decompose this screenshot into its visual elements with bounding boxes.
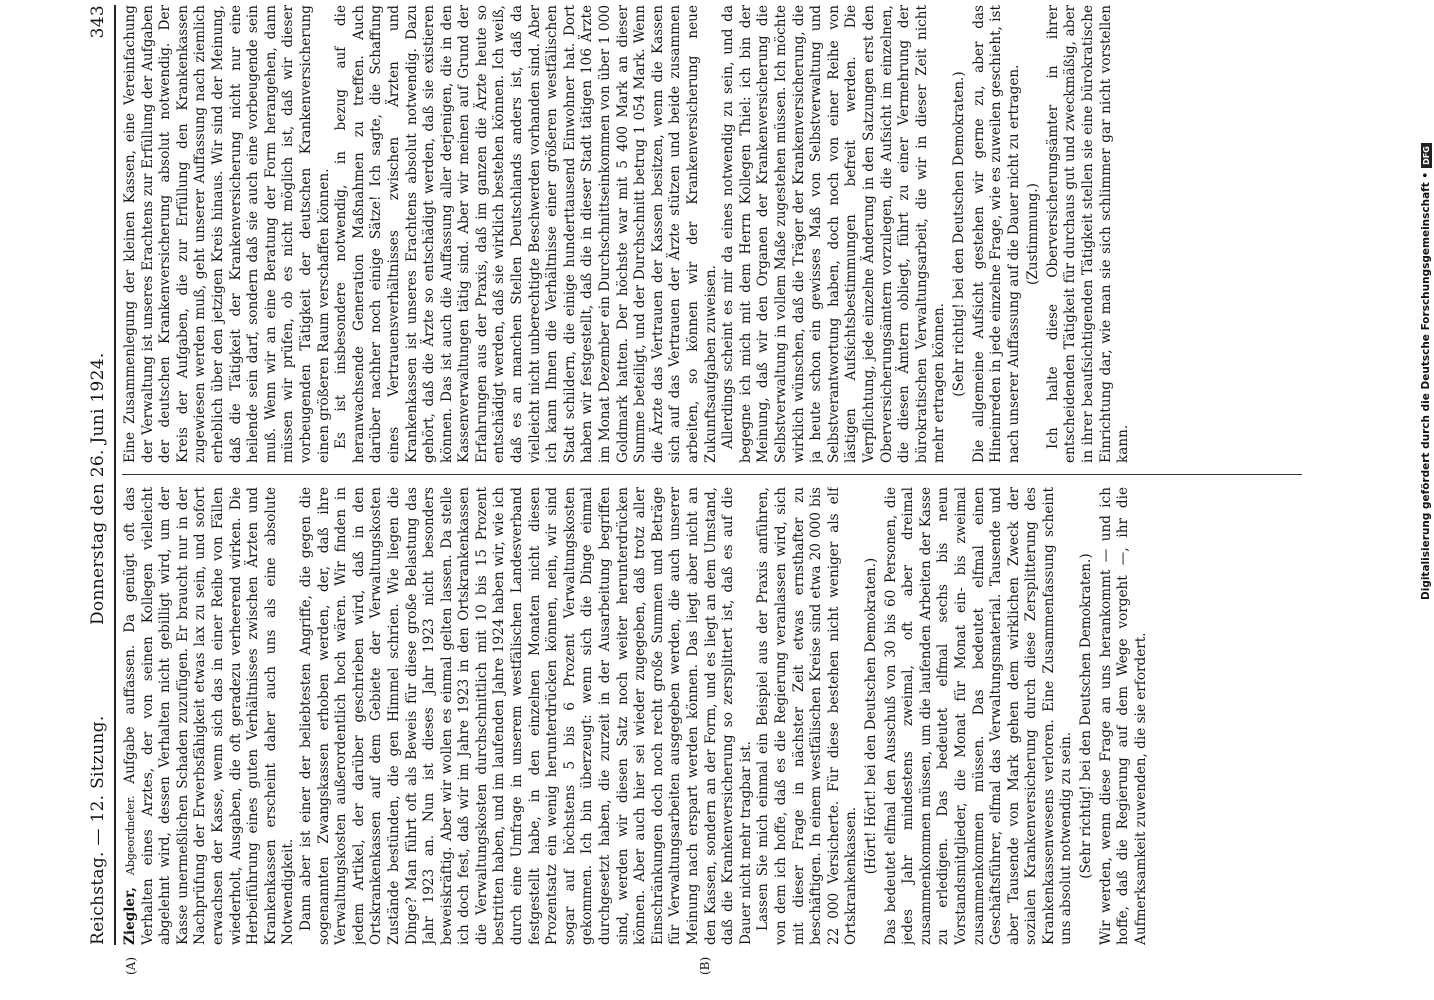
sidebar-credit-text: Digitalisierung gefördert durch die Deutsche Forschungsgemeinschaft • (1420, 171, 1432, 600)
speaker-role: Abgeordneter. (124, 795, 137, 876)
left-paragraph-4: Das bedeutet elfmal den Ausschuß von 30 bis 60 Personen, die jedes Jahr mindestens zweimal, oft aber dreimal zusammenkommen müssen, um die laufenden Arbeiten der Kasse zu erledigen. Das bedeutet elfmal sechs bis neun Vorstandsmitglieder, die Monat für Monat ein- bis zweimal zusammenkommen müssen. Das bedeutet elfmal einen Geschäftsführer, elfmal das Verwaltungsmaterial. Tausende und aber Tausende von Mark gehen dem wirklichen Zweck der sozialen Krankenversicherung durch diese Zersplitterung des Krankenkassenwesens verloren. Eine Zusammenfassung scheint uns absolut notwendig zu sein. (882, 487, 1075, 945)
right-paragraph-2: Es ist insbesondere notwendig, in bezug auf die heranwachsende Generation Maßnahmen zu treffen. Auch darüber nachher noch einige Sätze! Ich sagte, die Schaffung eines Vertrauensverhältnisses zwischen Ärzten und Krankenkassen ist unseres Erachtens absolut notwendig. Dazu gehört, daß die Ärzte so entschädigt werden, daß sie existieren können. Das ist auch die Auffassung aller derjenigen, die in den Kassenverwaltungen tätig sind. Aber wir meinen auf Grund der Erfahrungen aus der Praxis, daß im ganzen die Ärzte heute so entschädigt werden, daß sie wirklich bestehen können. Ich weiß, daß es an manchen Stellen Deutschlands anders ist, daß da vielleicht nicht unberechtigte Beschwerden vorhanden sind. Aber ich kann Ihnen die Verhältnisse einer größeren westfälischen Stadt schildern, die einige hunderttausend Einwohner hat. Dort haben wir festgestellt, daß die in dieser Stadt tätigen 106 Ärzte im Monat Dezember ein Durchschnittseinkommen von über 1 000 Goldmark hatten. Der höchste war mit 5 400 Mark an dieser Summe beteiligt, und der Durchschnitt betrug 1 054 Mark. Wenn die Ärzte das Vertrauen der Kassen besitzen, wenn die Kassen sich auf das Vertrauen der Ärzte stützen und beide zusammen arbeiten, so können wir der Krankenversicherung neue Zukunftsaufgaben zuweisen. (333, 5, 719, 463)
rotated-page-content (86, 5, 1316, 975)
margin-marker-a: (A) (124, 956, 138, 975)
margin-marker-b: (B) (698, 956, 712, 975)
right-interjection-2: (Zustimmung.) (1025, 183, 1042, 285)
speaker-name: Ziegler, (122, 887, 138, 945)
dfg-logo: DFG (1421, 143, 1432, 168)
left-paragraph-2: Dann aber ist einer der beliebtesten Angriffe, die gegen die sogenannten Zwangskassen erhoben werden, der, daß ihre Verwaltungskosten außerordentlich hoch wären. Wir finden in jedem Artikel, der darüber geschrieben wird, daß in den Ortskrankenkassen auf dem Gebiete der Verwaltungskosten Zustände bestünden, die gen Himmel schrien. Wie liegen die Dinge? Man führt oft als Beweis für diese große Belastung das Jahr 1923 an. Nun ist dieses Jahr 1923 nicht besonders beweiskräftig. Aber wir wollen es einmal gelten lassen. Da stelle ich doch fest, daß wir im Jahre 1923 in den Ortskrankenkassen die Verwaltungskosten durchschnittlich mit 10 bis 15 Prozent bestritten haben, und im laufenden Jahre 1924 haben wir, wie ich durch eine Umfrage in unserem westfälischen Landesverband festgestellt habe, in den einzelnen Monaten nicht diesen Prozentsatz ein wenig herunterdrücken können, nein, wir sind sogar auf höchstens 5 bis 6 Prozent Verwaltungskosten gekommen. Ich bin überzeugt: wenn sich die Dinge einmal durchgesetzt haben, die zurzeit in der Ausarbeitung begriffen sind, werden wir diesen Satz noch weiter herunterdrücken können. Aber auch hier sei wieder zugegeben, daß trotz aller Einschränkungen doch noch recht große Summen und Beträge für Verwaltungsarbeiten ausgegeben werden, die auch unserer Meinung nach erspart werden können. Das liegt aber nicht an den Kassen, sondern an der Form, und es liegt an dem Umstand, daß die Krankenversicherung so zersplittert ist, daß es auf die Dauer nicht mehr tragbar ist. (297, 487, 754, 945)
left-paragraph-3: Lassen Sie mich einmal ein Beispiel aus der Praxis anführen, von dem ich hoffe, daß es die Regierung veranlassen wird, sich mit dieser Frage in nächster Zeit etwas ernsthafter zu beschäftigen. In einem westfälischen Kreise sind etwa 20 000 bis 22 000 Versicherte. Für diese bestehen nicht weniger als elf Ortskrankenkassen. (755, 487, 860, 945)
right-paragraph-4: Die allgemeine Aufsicht gestehen wir gerne zu, aber das Hineinreden in jede einzelne Frage, wie es zuweilen geschieht, ist nach unserer Auffassung auf die Dauer nicht zu ertragen. (970, 5, 1022, 463)
header-session: Reichstag. — 12. Sitzung. (88, 715, 108, 945)
page-number: 343 (88, 5, 108, 39)
sidebar-credit (1416, 0, 1434, 600)
digitization-sidebar (1414, 10, 1434, 610)
left-paragraph-5: Wir werden, wenn diese Frage an uns herankommt — und ich hoffe, daß die Regierung auf dem Wege vorgeht —, ihr die Aufmerksamkeit zuwenden, die sie erfordert. (1097, 487, 1149, 945)
right-paragraph-3: Allerdings scheint es mir da eines notwendig zu sein, und da begegne ich mich mit dem Herrn Kollegen Thiel: ich bin der Meinung, daß wir den Organen der Krankenversicherung die Selbstverwaltung in vollem Maße zugestehen müssen. Ich möchte wirklich wünschen, daß die Träger der Krankenversicherung, die ja heute schon ein gewisses Maß von Selbstverwaltung und Selbstverantwortung haben, doch noch von einer Reihe von lästigen Aufsichtsbestimmungen befreit werden. Die Verpflichtung, jede einzelne Änderung in den Satzungen erst den Oberversicherungsämtern vorzulegen, die Aufsicht im einzelnen, die diesen Ämtern obliegt, führt zu einer Vermehrung der bürokratischen Verwaltungsarbeit, die wir in dieser Zeit nicht mehr ertragen können. (720, 5, 948, 463)
left-column (122, 487, 1302, 945)
column-divider (122, 474, 1302, 475)
right-paragraph-5: Ich halte diese Oberversicherungsämter in ihrer entscheidenden Tätigkeit für durchaus gut und zweckmäßig, aber in ihrer beaufsichtigenden Tätigkeit stellen sie eine bürokratische Einrichtung dar, wie man sie sich schlimmer gar nicht vorstellen kann. (1044, 5, 1132, 463)
right-column (122, 5, 1302, 463)
left-interjection-2: (Sehr richtig! bei den Deutschen Demokraten.) (1078, 553, 1095, 879)
left-interjection-1: (Hört! Hört! bei den Deutschen Demokraten.) (862, 557, 879, 875)
header-date: Donnerstag den 26. Juni 1924. (88, 352, 108, 625)
margin-marker-d (698, 0, 712, 1)
header-rule (114, 5, 116, 945)
running-header (86, 5, 114, 945)
right-interjection-1: (Sehr richtig! bei den Deutschen Demokraten.) (950, 71, 967, 397)
left-paragraph-1-text: Aufgabe auffassen. Da genügt oft das Verhalten eines Arztes, der von seinen Kollegen vielleicht abgelehnt wird, dessen Verhalten nicht gebilligt wird, um der Kasse unermeßlichen Schaden zuzufügen. Er braucht nur in der Nachprüfung der Erwerbsfähigkeit etwas lax zu sein, und sofort erwachsen der Kasse, wenn sich das in einer Reihe von Fällen wiederholt, Ausgaben, die oft geradezu verheerend wirken. Die Herbeiführung eines guten Verhältnisses zwischen Ärzten und Krankenkassen erscheint daher auch uns als eine absolute Notwendigkeit. (122, 487, 297, 945)
left-paragraph-1 (122, 487, 298, 945)
right-paragraph-1: Eine Zusammenlegung der kleinen Kassen, eine Vereinfachung der Verwaltung ist unseres Erachtens zur Erfüllung der Aufgaben der deutschen Krankenversicherung absolut notwendig. Der Kreis der Aufgaben, die zur Erfüllung den Krankenkassen zugewiesen werden muß, geht unserer Auffassung nach ziemlich erheblich über den jetzigen Kreis hinaus. Wir sind der Meinung, daß die Tätigkeit der Krankenversicherung nicht nur eine heilende sein darf, sondern daß sie auch eine vorbeugende sein muß. Wenn wir an eine Beratung der Form herangehen, dann müssen wir prüfen, ob es nicht möglich ist, daß wir dieser vorbeugenden Tätigkeit der deutschen Krankenversicherung einen größeren Raum verschaffen können. (122, 5, 332, 463)
margin-marker-c (124, 0, 138, 1)
